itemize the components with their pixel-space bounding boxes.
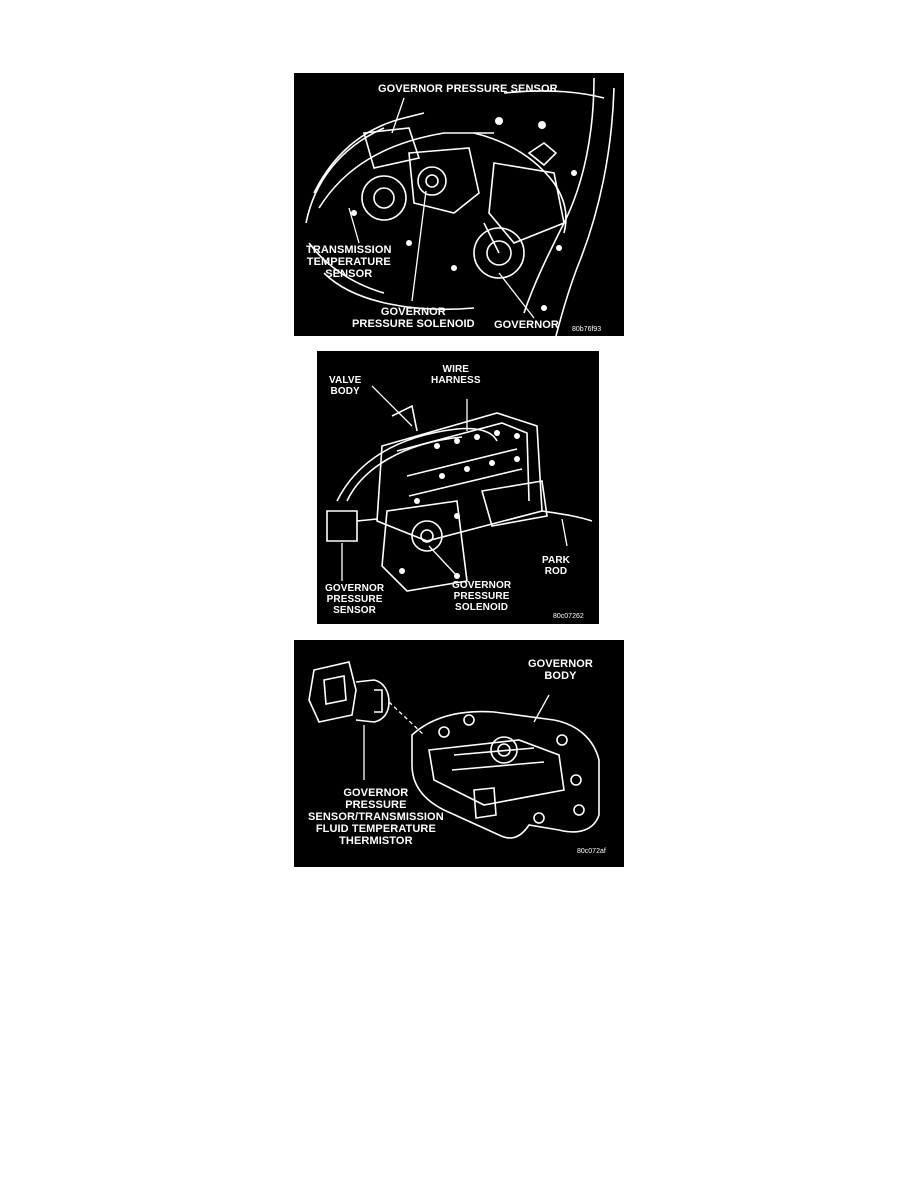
figure-code: 80b76f93 (572, 326, 602, 333)
figure-governor-body (294, 640, 624, 867)
figure-governor-assembly (294, 73, 624, 336)
figure-code: 80c072af (577, 848, 606, 855)
label-transmission-temperature-sensor: TRANSMISSION TEMPERATURE SENSOR (306, 244, 392, 280)
label-sensor-thermistor: GOVERNOR PRESSURE SENSOR/TRANSMISSION FLUID TEMPERATURE THERMISTOR (308, 787, 444, 847)
label-governor-pressure-solenoid: GOVERNOR PRESSURE SOLENOID (452, 580, 512, 613)
label-governor-pressure-sensor: GOVERNOR PRESSURE SENSOR (378, 83, 558, 95)
label-governor-pressure-solenoid: GOVERNOR PRESSURE SOLENOID (352, 306, 475, 330)
label-governor-pressure-sensor: GOVERNOR PRESSURE SENSOR (325, 583, 385, 616)
governor-assembly-illustration (294, 73, 624, 336)
figure-code: 80c07262 (553, 613, 584, 620)
label-governor: GOVERNOR (494, 319, 559, 331)
figure-valve-body (317, 351, 599, 624)
label-wire-harness: WIRE HARNESS (431, 364, 481, 386)
label-park-rod: PARK ROD (542, 555, 570, 577)
label-governor-body: GOVERNOR BODY (528, 658, 593, 682)
label-valve-body: VALVE BODY (329, 375, 362, 397)
